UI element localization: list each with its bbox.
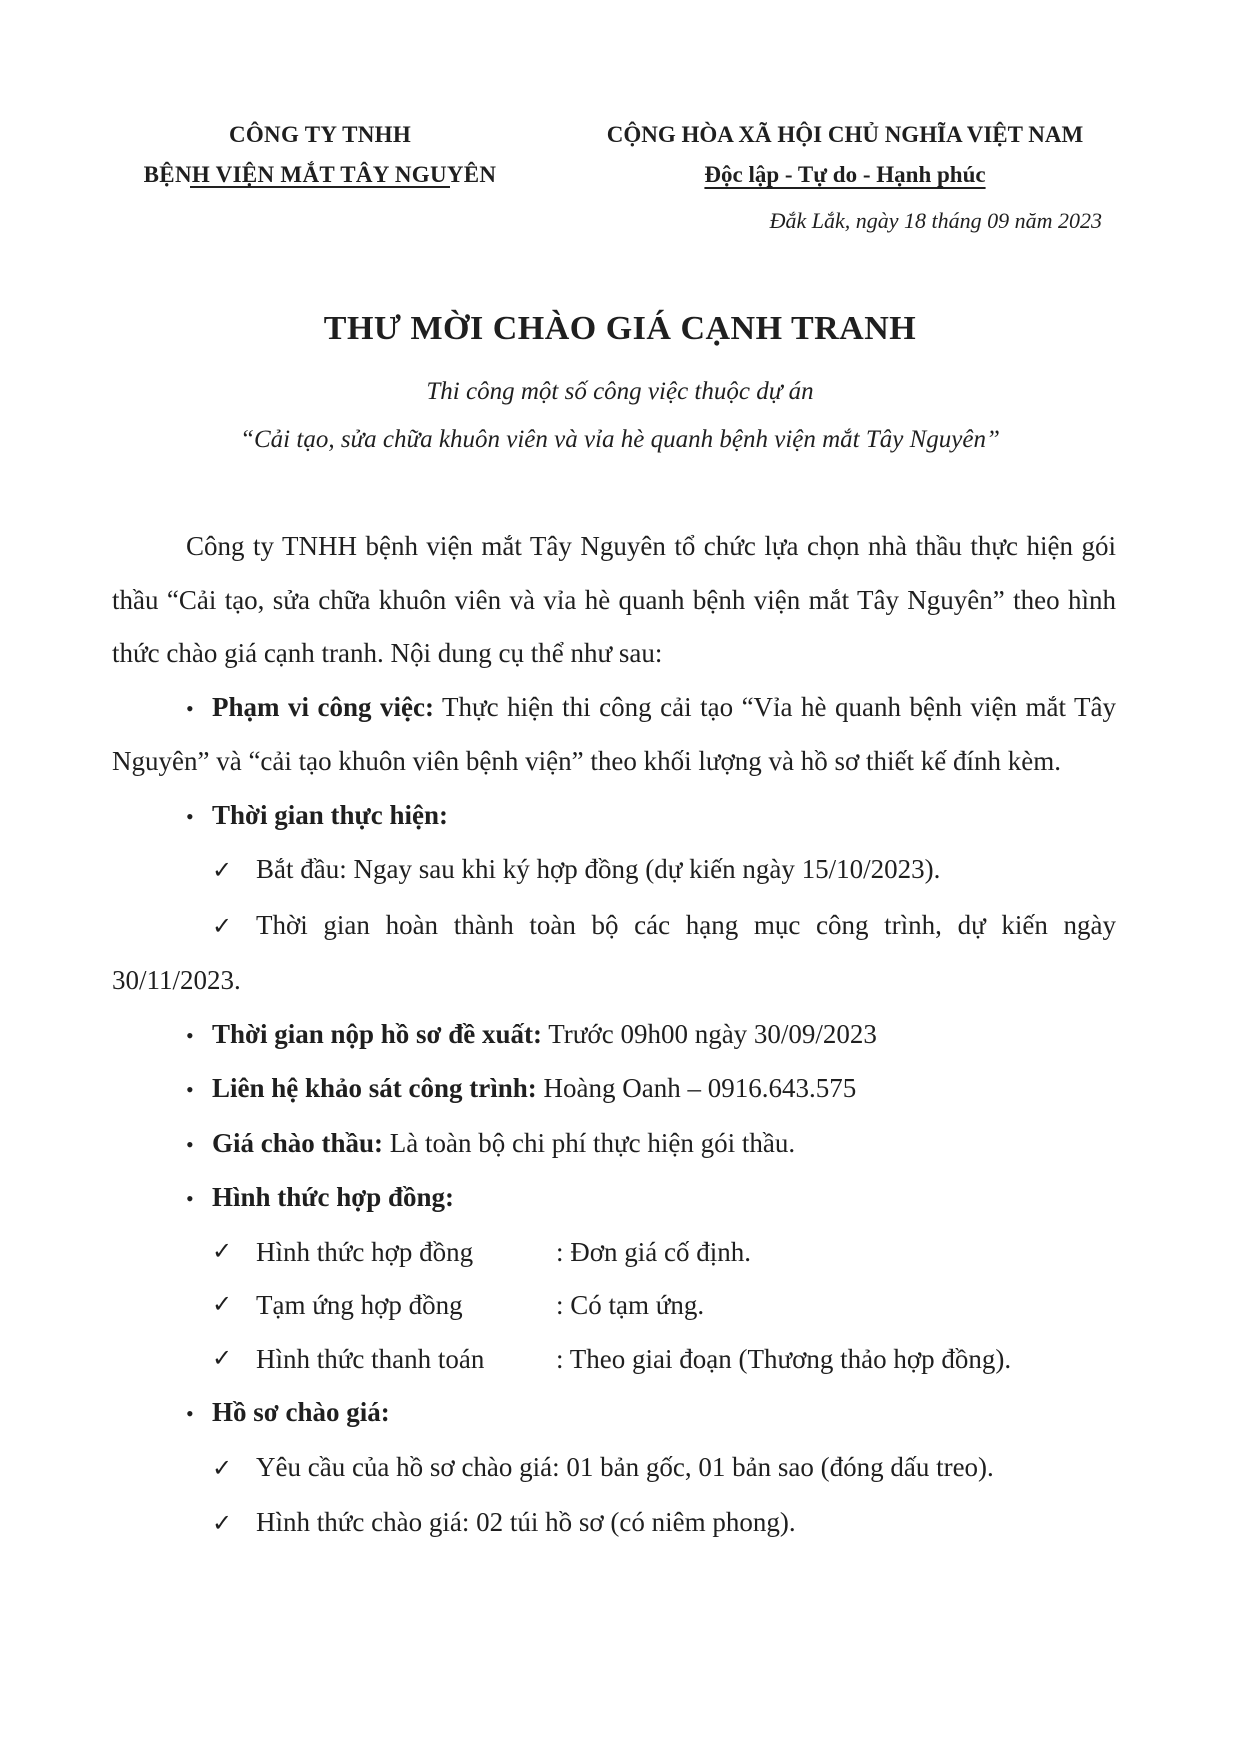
nation-title: CỘNG HÒA XÃ HỘI CHỦ NGHĨA VIỆT NAM bbox=[606, 122, 1084, 147]
check-icon: ✓ bbox=[212, 913, 233, 940]
contact-text: Hoàng Oanh – 0916.643.575 bbox=[536, 1073, 857, 1103]
scope-text: Thực hiện thi công cải tạo “Vỉa hè quanh bệnh viện mắt Tây Nguyên” và “cải tạo khuôn viên bệnh viện” theo khối lượng và hồ sơ thiết kế đính kèm. bbox=[112, 691, 1116, 776]
contract-row bbox=[112, 1333, 1116, 1387]
contract-row-key: Tạm ứng hợp đồng bbox=[256, 1290, 463, 1320]
contract-row bbox=[112, 1226, 1116, 1280]
deadline-text: Trước 09h00 ngày 30/09/2023 bbox=[542, 1018, 877, 1049]
schedule-finish-text: Thời gian hoàn thành toàn bộ các hạng mục công trình, dự kiến ngày 30/11/2023. bbox=[112, 909, 1116, 995]
bullet-icon: • bbox=[186, 695, 194, 721]
bullet-icon: • bbox=[186, 803, 194, 829]
contract-label: Hình thức hợp đồng: bbox=[212, 1182, 454, 1212]
dossier-requirement-text: Yêu cầu của hồ sơ chào giá: 01 bản gốc, 01 bản sao (đóng dấu treo). bbox=[256, 1451, 994, 1482]
contact-item bbox=[112, 1062, 1116, 1117]
scope-label: Phạm vi công việc: bbox=[212, 691, 434, 722]
deadline-label: Thời gian nộp hồ sơ đề xuất: bbox=[212, 1018, 542, 1049]
bullet-icon: • bbox=[186, 1131, 194, 1157]
scope-item bbox=[112, 681, 1116, 789]
schedule-item bbox=[112, 789, 1116, 844]
contract-row-key: Hình thức hợp đồng bbox=[256, 1236, 474, 1267]
subtitle-line-2: “Cải tạo, sửa chữa khuôn viên và vỉa hè quanh bệnh viện mắt Tây Nguyên” bbox=[240, 426, 1000, 453]
company-line-1: CÔNG TY TNHH bbox=[228, 122, 412, 147]
contract-row-value: : Đơn giá cố định. bbox=[556, 1236, 751, 1267]
contact-label: Liên hệ khảo sát công trình: bbox=[212, 1073, 537, 1103]
price-item bbox=[112, 1117, 1116, 1172]
company-header bbox=[120, 112, 520, 188]
bullet-icon: • bbox=[186, 1022, 194, 1048]
contract-row bbox=[112, 1279, 1116, 1333]
check-icon: ✓ bbox=[212, 1292, 233, 1318]
dossier-format-text: Hình thức chào giá: 02 túi hồ sơ (có niêm phong). bbox=[256, 1507, 796, 1537]
schedule-finish bbox=[112, 899, 1116, 1008]
contract-row-value: : Theo giai đoạn (Thương thảo hợp đồng). bbox=[556, 1343, 1012, 1374]
bullet-icon: • bbox=[186, 1186, 194, 1211]
price-text: Là toàn bộ chi phí thực hiện gói thầu. bbox=[383, 1127, 796, 1158]
check-icon: ✓ bbox=[212, 858, 233, 884]
letter-body bbox=[112, 520, 1116, 1552]
company-line-2: BỆNH VIỆN MẮT TÂY NGUYÊN bbox=[143, 162, 497, 187]
nation-header bbox=[560, 112, 1130, 198]
document-date: Đắk Lắk, ngày 18 tháng 09 năm 2023 bbox=[769, 208, 1102, 233]
schedule-start-text: Bắt đầu: Ngay sau khi ký hợp đồng (dự kiến ngày 15/10/2023). bbox=[256, 854, 941, 884]
schedule-start bbox=[112, 843, 1116, 899]
bullet-icon: • bbox=[186, 1077, 194, 1102]
document-title: THƯ MỜI CHÀO GIÁ CẠNH TRANH bbox=[323, 310, 917, 347]
check-icon: ✓ bbox=[212, 1238, 233, 1265]
dossier-label: Hồ sơ chào giá: bbox=[212, 1397, 390, 1427]
check-icon: ✓ bbox=[212, 1455, 233, 1482]
price-label: Giá chào thầu: bbox=[212, 1127, 384, 1158]
contract-row-value: : Có tạm ứng. bbox=[556, 1290, 705, 1320]
motto bbox=[560, 152, 1130, 198]
contract-row-key: Hình thức thanh toán bbox=[256, 1343, 485, 1374]
motto-text: Độc lập - Tự do - Hạnh phúc bbox=[704, 162, 986, 187]
check-icon: ✓ bbox=[212, 1511, 233, 1537]
subtitle-line-1: Thi công một số công việc thuộc dự án bbox=[426, 378, 814, 405]
schedule-label: Thời gian thực hiện: bbox=[212, 799, 448, 830]
bullet-icon: • bbox=[186, 1401, 194, 1426]
dossier-format bbox=[112, 1496, 1116, 1552]
deadline-item bbox=[112, 1008, 1116, 1063]
dossier-requirement bbox=[112, 1441, 1116, 1497]
intro-paragraph: Công ty TNHH bệnh viện mắt Tây Nguyên tổ chức lựa chọn nhà thầu thực hiện gói thầu “Cải tạo, sửa chữa khuôn viên và vỉa hè quanh bệnh viện mắt Tây Nguyên” theo hình thức chào giá cạnh tranh. Nội dung cụ thể như sau: bbox=[112, 531, 1116, 668]
dossier-item bbox=[112, 1386, 1116, 1441]
contract-item bbox=[112, 1171, 1116, 1226]
check-icon: ✓ bbox=[212, 1345, 233, 1372]
